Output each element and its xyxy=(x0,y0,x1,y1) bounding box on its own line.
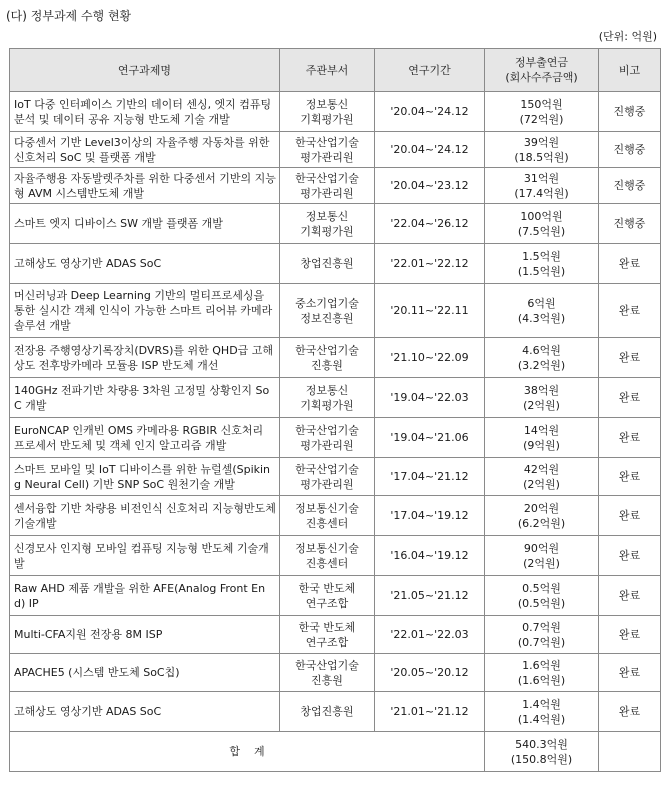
project-name: 전장용 주행영상기록장치(DVRS)를 위한 QHD급 고해상도 전후방카메라 모듈용 ISP 반도체 개선 xyxy=(10,338,280,378)
research-period: '20.04~'24.12 xyxy=(375,92,485,132)
gov-fund xyxy=(485,616,599,654)
header-dept: 주관부서 xyxy=(280,49,375,92)
header-project: 연구과제명 xyxy=(10,49,280,92)
company-order-amount: (1.5억원) xyxy=(517,264,566,278)
company-order-amount: (0.7억원) xyxy=(517,635,566,649)
table-row xyxy=(10,244,661,284)
gov-fund xyxy=(485,204,599,244)
header-fund xyxy=(485,49,599,92)
header-fund-line2: (회사수주금액) xyxy=(505,71,578,84)
research-period: '20.11~'22.11 xyxy=(375,284,485,338)
table-row xyxy=(10,378,661,418)
company-order-amount: (1.6억원) xyxy=(517,673,566,687)
status-remark: 완료 xyxy=(599,338,661,378)
table-row xyxy=(10,204,661,244)
project-name: 140GHz 전파기반 차량용 3차원 고정밀 상황인지 SoC 개발 xyxy=(10,378,280,418)
table-row xyxy=(10,418,661,458)
gov-fund-amount: 39억원 xyxy=(523,135,560,149)
gov-fund xyxy=(485,536,599,576)
gov-fund xyxy=(485,132,599,168)
gov-fund-amount: 4.6억원 xyxy=(522,343,561,357)
managing-dept: 정보통신 기획평가원 xyxy=(280,92,375,132)
project-name: 자율주행용 자동발렛주차를 위한 다중센서 기반의 지능형 AVM 시스템반도체 개발 xyxy=(10,168,280,204)
total-fund xyxy=(485,732,599,772)
gov-fund-amount: 1.6억원 xyxy=(522,658,561,672)
research-period: '22.01~'22.03 xyxy=(375,616,485,654)
gov-fund-amount: 0.5억원 xyxy=(522,581,561,595)
status-remark: 진행중 xyxy=(599,132,661,168)
project-name: Multi-CFA지원 전장용 8M ISP xyxy=(10,616,280,654)
gov-fund-amount: 20억원 xyxy=(523,501,560,515)
gov-fund xyxy=(485,692,599,732)
header-period: 연구기간 xyxy=(375,49,485,92)
research-period: '17.04~'19.12 xyxy=(375,496,485,536)
status-remark: 완료 xyxy=(599,536,661,576)
managing-dept: 한국산업기술 진흥원 xyxy=(280,654,375,692)
research-period: '22.04~'26.12 xyxy=(375,204,485,244)
table-row xyxy=(10,654,661,692)
company-order-amount: (1.4억원) xyxy=(517,712,566,726)
status-remark: 완료 xyxy=(599,654,661,692)
company-order-amount: (3.2억원) xyxy=(517,358,566,372)
gov-fund-amount: 31억원 xyxy=(523,171,560,185)
managing-dept: 한국산업기술 진흥원 xyxy=(280,338,375,378)
gov-fund-amount: 100억원 xyxy=(520,209,563,223)
research-period: '20.04~'23.12 xyxy=(375,168,485,204)
project-name: APACHE5 (시스템 반도체 SoC칩) xyxy=(10,654,280,692)
table-row xyxy=(10,458,661,496)
managing-dept: 한국산업기술 평가관리원 xyxy=(280,418,375,458)
project-name: 스마트 엣지 디바이스 SW 개발 플랫폼 개발 xyxy=(10,204,280,244)
total-company-amount: (150.8억원) xyxy=(510,752,573,766)
gov-fund xyxy=(485,654,599,692)
table-row xyxy=(10,496,661,536)
company-order-amount: (72억원) xyxy=(519,112,564,126)
gov-fund-amount: 38억원 xyxy=(523,383,560,397)
managing-dept: 정보통신 기획평가원 xyxy=(280,378,375,418)
managing-dept: 창업진흥원 xyxy=(280,692,375,732)
gov-fund-amount: 6억원 xyxy=(527,296,556,310)
managing-dept: 정보통신 기획평가원 xyxy=(280,204,375,244)
gov-fund xyxy=(485,244,599,284)
project-name: 스마트 모바일 및 IoT 디바이스를 위한 뉴럴셀(Spiking Neural Cell) 기반 SNP SoC 원천기술 개발 xyxy=(10,458,280,496)
total-amount: 540.3억원 xyxy=(515,737,568,751)
research-period: '21.01~'21.12 xyxy=(375,692,485,732)
gov-fund-amount: 1.5억원 xyxy=(522,249,561,263)
gov-fund-amount: 42억원 xyxy=(523,462,560,476)
research-period: '20.05~'20.12 xyxy=(375,654,485,692)
gov-fund xyxy=(485,496,599,536)
project-name: 다중센서 기반 Level3이상의 자율주행 자동차를 위한 신호처리 SoC 및 플랫폼 개발 xyxy=(10,132,280,168)
project-name: 센서융합 기반 차량용 비전인식 신호처리 지능형반도체 기술개발 xyxy=(10,496,280,536)
status-remark: 진행중 xyxy=(599,92,661,132)
status-remark: 완료 xyxy=(599,496,661,536)
research-period: '19.04~'21.06 xyxy=(375,418,485,458)
gov-fund-amount: 0.7억원 xyxy=(522,620,561,634)
company-order-amount: (18.5억원) xyxy=(514,150,569,164)
managing-dept: 한국산업기술 평가관리원 xyxy=(280,132,375,168)
table-row xyxy=(10,284,661,338)
total-remark xyxy=(599,732,661,772)
project-name: 머신러닝과 Deep Learning 기반의 멀티프로세싱을 통한 실시간 객체 인식이 가능한 스마트 리어뷰 카메라 솔루션 개발 xyxy=(10,284,280,338)
header-fund-line1: 정부출연금 xyxy=(514,56,569,69)
project-name: 신경모사 인지형 모바일 컴퓨팅 지능형 반도체 기술개발 xyxy=(10,536,280,576)
table-row xyxy=(10,168,661,204)
managing-dept: 정보통신기술 진흥센터 xyxy=(280,536,375,576)
gov-fund-amount: 14억원 xyxy=(523,423,560,437)
project-name: 고해상도 영상기반 ADAS SoC xyxy=(10,244,280,284)
status-remark: 진행중 xyxy=(599,168,661,204)
table-header-row xyxy=(10,49,661,92)
research-period: '17.04~'21.12 xyxy=(375,458,485,496)
gov-fund-amount: 150억원 xyxy=(520,97,563,111)
status-remark: 완료 xyxy=(599,692,661,732)
managing-dept: 한국산업기술 평가관리원 xyxy=(280,458,375,496)
gov-fund xyxy=(485,92,599,132)
gov-project-table xyxy=(9,48,661,772)
table-row xyxy=(10,132,661,168)
managing-dept: 창업진흥원 xyxy=(280,244,375,284)
table-row xyxy=(10,576,661,616)
research-period: '21.05~'21.12 xyxy=(375,576,485,616)
gov-fund-amount: 1.4억원 xyxy=(522,697,561,711)
status-remark: 완료 xyxy=(599,458,661,496)
section-title: (다) 정부과제 수행 현황 xyxy=(6,9,132,23)
status-remark: 완료 xyxy=(599,378,661,418)
gov-fund xyxy=(485,418,599,458)
company-order-amount: (6.2억원) xyxy=(517,516,566,530)
gov-fund xyxy=(485,378,599,418)
company-order-amount: (17.4억원) xyxy=(514,186,569,200)
project-name: EuroNCAP 인캐빈 OMS 카메라용 RGBIR 신호처리 프로세서 반도체 및 객체 인지 알고리즘 개발 xyxy=(10,418,280,458)
gov-fund xyxy=(485,284,599,338)
company-order-amount: (7.5억원) xyxy=(517,224,566,238)
company-order-amount: (4.3억원) xyxy=(517,311,566,325)
company-order-amount: (9억원) xyxy=(523,438,560,452)
company-order-amount: (2억원) xyxy=(523,398,560,412)
table-row xyxy=(10,92,661,132)
managing-dept: 한국 반도체 연구조합 xyxy=(280,616,375,654)
research-period: '22.01~'22.12 xyxy=(375,244,485,284)
project-name: IoT 다중 인터페이스 기반의 데이터 센싱, 엣지 컴퓨팅 분석 및 데이터 공유 지능형 반도체 기술 개발 xyxy=(10,92,280,132)
research-period: '16.04~'19.12 xyxy=(375,536,485,576)
project-name: 고해상도 영상기반 ADAS SoC xyxy=(10,692,280,732)
status-remark: 완료 xyxy=(599,244,661,284)
company-order-amount: (0.5억원) xyxy=(517,596,566,610)
status-remark: 완료 xyxy=(599,576,661,616)
header-remark: 비고 xyxy=(599,49,661,92)
table-row xyxy=(10,338,661,378)
managing-dept: 한국산업기술 평가관리원 xyxy=(280,168,375,204)
company-order-amount: (2억원) xyxy=(523,477,560,491)
gov-fund xyxy=(485,576,599,616)
gov-fund-amount: 90억원 xyxy=(523,541,560,555)
status-remark: 완료 xyxy=(599,616,661,654)
total-label: 합 계 xyxy=(10,732,485,772)
total-row xyxy=(10,732,661,772)
gov-fund xyxy=(485,458,599,496)
gov-fund xyxy=(485,338,599,378)
unit-note: (단위: 억원) xyxy=(598,30,657,43)
managing-dept: 한국 반도체 연구조합 xyxy=(280,576,375,616)
gov-fund xyxy=(485,168,599,204)
company-order-amount: (2억원) xyxy=(523,556,560,570)
managing-dept: 중소기업기술 정보진흥원 xyxy=(280,284,375,338)
table-row xyxy=(10,692,661,732)
research-period: '21.10~'22.09 xyxy=(375,338,485,378)
status-remark: 완료 xyxy=(599,284,661,338)
status-remark: 완료 xyxy=(599,418,661,458)
status-remark: 진행중 xyxy=(599,204,661,244)
managing-dept: 정보통신기술 진흥센터 xyxy=(280,496,375,536)
table-row xyxy=(10,616,661,654)
table-row xyxy=(10,536,661,576)
research-period: '20.04~'24.12 xyxy=(375,132,485,168)
research-period: '19.04~'22.03 xyxy=(375,378,485,418)
project-name: Raw AHD 제품 개발을 위한 AFE(Analog Front End) IP xyxy=(10,576,280,616)
